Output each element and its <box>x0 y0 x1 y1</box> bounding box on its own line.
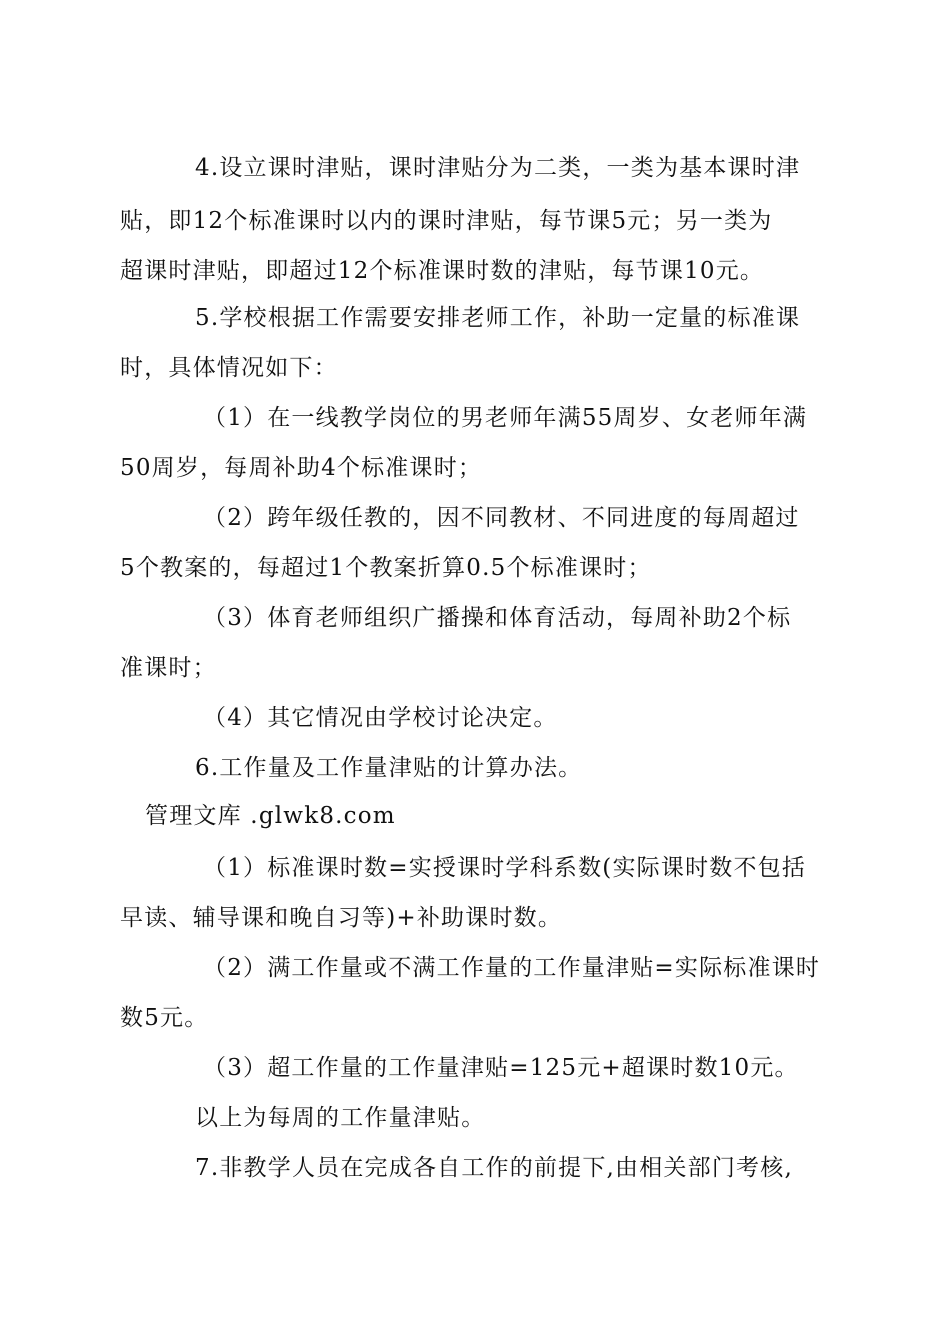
item-2-line-2: 5个教案的，每超过1个教案折算0.5个标准课时； <box>120 555 652 581</box>
paragraph-4-line-2: 贴，即12个标准课时以内的课时津贴，每节课5元；另一类为 <box>120 208 773 234</box>
formula-3-line-1: （3）超工作量的工作量津贴=125元+超课时数10元。 <box>203 1055 799 1081</box>
paragraph-6-line-1: 6.工作量及工作量津贴的计算办法。 <box>195 755 583 781</box>
formula-1-line-2: 早读、辅导课和晚自习等)+补助课时数。 <box>120 905 563 931</box>
weekly-note: 以上为每周的工作量津贴。 <box>195 1105 486 1131</box>
paragraph-5-line-1: 5.学校根据工作需要安排老师工作，补助一定量的标准课 <box>195 305 801 331</box>
item-2-line-1: （2）跨年级任教的，因不同教材、不同进度的每周超过 <box>203 505 800 531</box>
formula-1-line-1: （1）标准课时数=实授课时学科系数(实际课时数不包括 <box>203 855 807 881</box>
paragraph-5-line-2: 时，具体情况如下： <box>120 355 338 381</box>
paragraph-7-line-1: 7.非教学人员在完成各自工作的前提下,由相关部门考核, <box>195 1155 793 1181</box>
item-1-line-1: （1）在一线教学岗位的男老师年满55周岁、女老师年满 <box>203 405 808 431</box>
formula-2-line-1: （2）满工作量或不满工作量的工作量津贴=实际标准课时 <box>203 955 821 981</box>
paragraph-4-line-1: 4.设立课时津贴，课时津贴分为二类，一类为基本课时津 <box>195 155 801 181</box>
item-4-line-1: （4）其它情况由学校讨论决定。 <box>203 705 558 731</box>
site-watermark-text: 管理文库 .glwk8.com <box>145 803 396 829</box>
item-1-line-2: 50周岁，每周补助4个标准课时； <box>120 455 483 481</box>
formula-2-line-2: 数5元。 <box>120 1005 209 1031</box>
item-3-line-1: （3）体育老师组织广播操和体育活动，每周补助2个标 <box>203 605 792 631</box>
paragraph-4-line-3: 超课时津贴，即超过12个标准课时数的津贴，每节课10元。 <box>120 258 765 284</box>
item-3-line-2: 准课时； <box>120 655 217 681</box>
